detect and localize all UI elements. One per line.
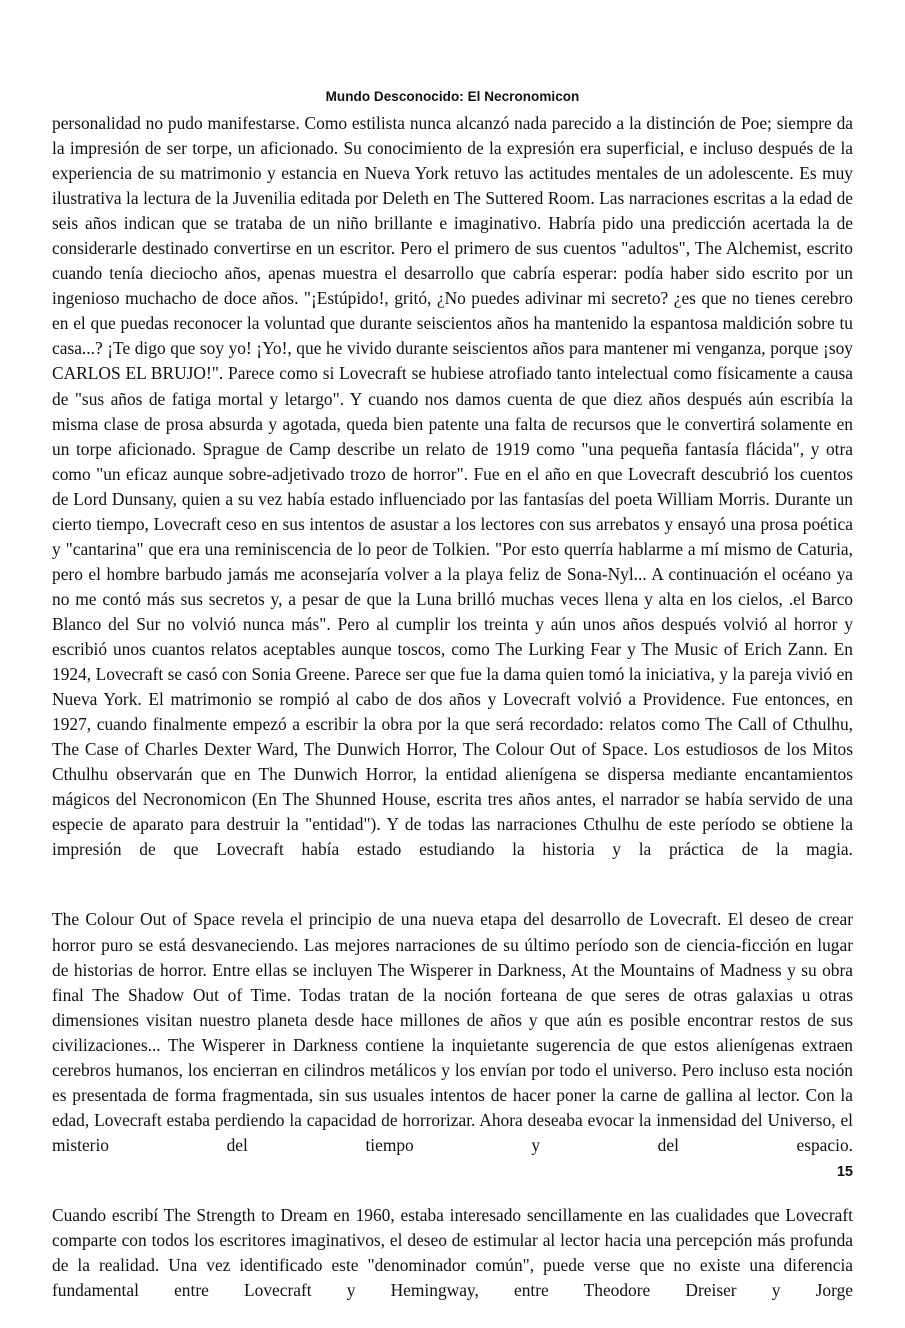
paragraph-1: personalidad no pudo manifestarse. Como estilista nunca alcanzó nada parecido a la distinción de Poe; siempre da la impresión de ser torpe, un aficionado. Su conocimiento de la expresión era superficial, e incluso después de la experiencia de su matrimonio y estancia en Nueva York retuvo las actitudes mentales de un adolescente. Es muy ilustrativa la lectura de la Juvenilia editada por Deleth en The Suttered Room. Las narraciones escritas a la edad de seis años indican que se trataba de un niño brillante e imaginativo. Habría pido una predicción acertada la de considerarle destinado convertirse en un escritor. Pero el primero de sus cuentos "adultos", The Alchemist, escrito cuando tenía dieciocho años, apenas muestra el desarrollo que cabría esperar: podía haber sido escrito por un ingenioso muchacho de doce años. "¡Estúpido!, gritó, ¿No puedes adivinar mi secreto? ¿es que no tienes cerebro en el que puedas reconocer la voluntad que durante seiscientos años ha mantenido la espantosa maldición sobre tu casa...? ¡Te digo que soy yo! ¡Yo!, que he vivido durante seiscientos años para mantener mi venganza, porque ¡soy CARLOS EL BRUJO!". Parece como si Lovecraft se hubiese atrofiado tanto intelectual como físicamente a causa de "sus años de fatiga mortal y letargo". Y cuando nos damos cuenta de que diez años después aún escribía la misma clase de prosa absurda y agotada, queda bien patente una falta de recursos que le convertirá solamente en un torpe aficionado. Sprague de Camp describe un relato de 1919 como "una pequeña fantasía flácida", y otra como "un eficaz aunque sobre-adjetivado trozo de horror". Fue en el año en que Lovecraft descubrió los cuentos de Lord Dunsany, quien a su vez había estado influenciado por las fantasías del poeta William Morris. Durante un cierto tiempo, Lovecraft ceso en sus intentos de asustar a los lectores con sus arrebatos y ensayó una prosa poética y "cantarina" que era una reminiscencia de lo peor de Tolkien. "Por esto querría hablarme a mí mismo de Caturia, pero el hombre barbudo jamás me aconsejaría volver a la playa feliz de Sona-Nyl... A continuación el océano ya no me contó más sus secretos y, a pesar de que la Luna brilló muchas veces llena y alta en los cielos, .el Barco Blanco del Sur no volvió nunca más". Pero al cumplir los treinta y aún unos años después volvió al horror y escribió unos cuantos relatos aceptables aunque toscos, como The Lurking Fear y The Music of Erich Zann. En 1924, Lovecraft se casó con Sonia Greene. Parece ser que fue la dama quien tomó la iniciativa, y la pareja vivió en Nueva York. El matrimonio se rompió al cabo de dos años y Lovecraft volvió a Providence. Fue entonces, en 1927, cuando finalmente empezó a escribir la obra por la que será recordado: relatos como The Call of Cthulhu, The Case of Charles Dexter Ward, The Dunwich Horror, The Colour Out of Space. Los estudiosos de los Mitos Cthulhu observarán que en The Dunwich Horror, la entidad alienígena se dispersa mediante encantamientos mágicos del Necronomicon (En The Shunned House, escrita tres años antes, el narrador se había servido de una especie de aparato para destruir la "entidad"). Y de todas las narraciones Cthulhu de este período se obtiene la impresión de que Lovecraft había estado estudiando la historia y la práctica de la magia.: [52, 113, 853, 860]
page-header-title: Mundo Desconocido: El Necronomicon: [325, 89, 580, 104]
paragraph-3: Cuando escribí The Strength to Dream en 1960, estaba interesado sencillamente en las cualidades que Lovecraft comparte con todos los escritores imaginativos, el deseo de estimular al lector hacia una percepción más profunda de la realidad. Una vez identificado este "denominador común", puede verse que no existe una diferencia fundamental entre Lovecraft y Hemingway, entre Theodore Dreiser y Jorge: [52, 1204, 853, 1301]
page-number: 15: [836, 1164, 853, 1180]
document-body: [52, 111, 853, 1328]
paragraph-2: The Colour Out of Space revela el principio de una nueva etapa del desarrollo de Lovecraft. El deseo de crear horror puro se está desvaneciendo. Las mejores narraciones de su último período son de ciencia-ficción en lugar de historias de horror. Entre ellas se incluyen The Wisperer in Darkness, At the Mountains of Madness y su obra final The Shadow Out of Time. Todas tratan de la noción forteana de que seres de otras galaxias u otras dimensiones visitan nuestro planeta desde hace millones de años y que aún es posible encontrar restos de sus civilizaciones... The Wisperer in Darkness contiene la inquietante sugerencia de que estos alienígenas extraen cerebros humanos, los encierran en cilindros metálicos y los envían por todo el universo. Pero incluso esta noción es presentada de forma fragmentada, sin sus usuales intentos de hacer poner la carne de gallina al lector. Con la edad, Lovecraft estaba perdiendo la capacidad de horrorizar. Ahora deseaba evocar la inmensidad del Universo, el misterio del tiempo y del espacio.: [52, 909, 853, 1155]
